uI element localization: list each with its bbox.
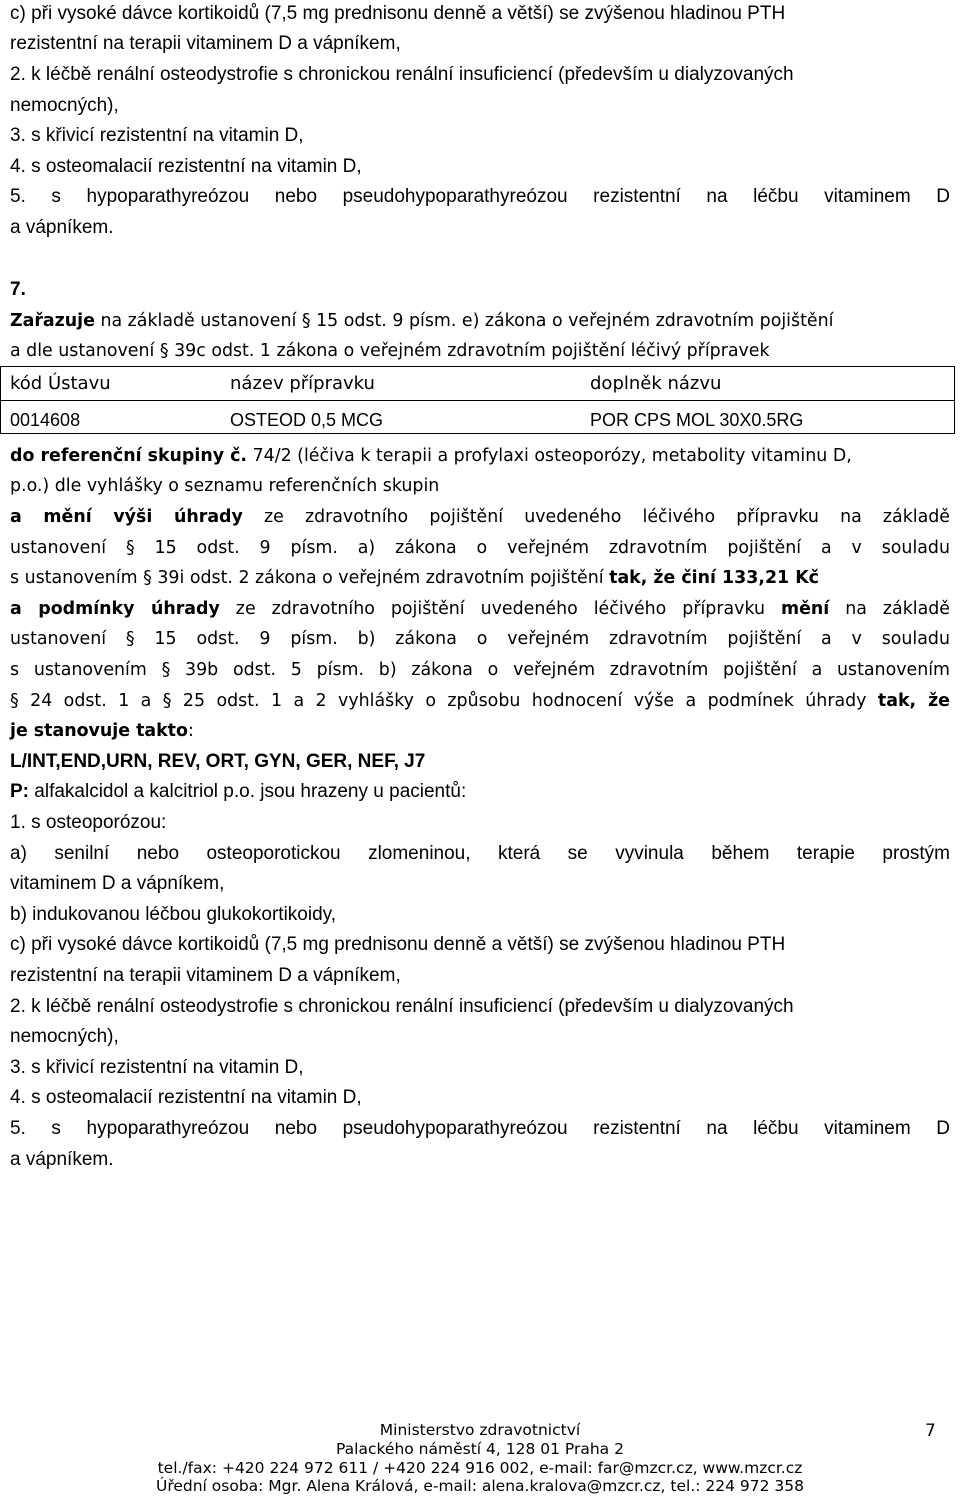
text-line: 3. s křivicí rezistentní na vitamin D,	[10, 1057, 304, 1078]
text-line: a) senilní nebo osteoporotickou zlomeninou, která se vyvinula během terapie prostým	[10, 843, 950, 864]
text-line: vitaminem D a vápníkem,	[10, 873, 225, 894]
text-line	[10, 719, 950, 743]
section-line	[10, 309, 950, 333]
text-line: 3. s křivicí rezistentní na vitamin D,	[10, 125, 304, 146]
text-line: nemocných),	[10, 1026, 119, 1047]
text: ze zdravotního pojištění uvedeného léčivého přípravku	[219, 599, 781, 619]
bold-text: mění	[781, 599, 830, 619]
text: 74/2 (léčiva k terapii a profylaxi osteoporózy, metabolity vitaminu D,	[247, 446, 852, 466]
indication-codes: L/INT,END,URN, REV, ORT, GYN, GER, NEF, J7	[10, 751, 426, 772]
footer-ministry: Ministerstvo zdravotnictví	[379, 1421, 581, 1439]
text-line: 2. k léčbě renální osteodystrofie s chronickou renální insuficiencí (především u dialyzovaných	[10, 996, 794, 1017]
bold-text: tak, že činí 133,21 Kč	[609, 568, 819, 588]
text-line: 5. s hypoparathyreózou nebo pseudohypoparathyreózou rezistentní na léčbu vitaminem D	[10, 1118, 950, 1139]
text-line	[10, 780, 950, 804]
table-divider	[1, 400, 954, 401]
text-line: 5. s hypoparathyreózou nebo pseudohypoparathyreózou rezistentní na léčbu vitaminem D	[10, 186, 950, 207]
text-line: 4. s osteomalacií rezistentní na vitamin D,	[10, 156, 362, 177]
footer-official: Úřední osoba: Mgr. Alena Králová, e-mail: alena.kralova@mzcr.cz, tel.: 224 972 358	[155, 1477, 805, 1495]
text: alfakalcidol a kalcitriol p.o. jsou hrazeny u pacientů:	[29, 781, 467, 802]
table-header-cell: kód Ústavu	[10, 373, 111, 394]
bold-text: tak, že	[877, 691, 950, 711]
footer-contact: tel./fax: +420 224 972 611 / +420 224 916 002, e-mail: far@mzcr.cz, www.mzcr.cz	[157, 1459, 803, 1477]
text: ze zdravotního pojištění uvedeného léčivého přípravku na základě	[242, 507, 950, 527]
table-cell: 0014608	[10, 410, 81, 430]
text-line: nemocných),	[10, 95, 119, 116]
table-header-cell: název přípravku	[230, 373, 375, 394]
text-line: c) při vysoké dávce kortikoidů (7,5 mg prednisonu denně a větší) se zvýšenou hladinou PTH	[10, 934, 786, 955]
text-line	[10, 505, 950, 529]
bold-text: je stanovuje takto	[10, 721, 188, 741]
bold-text: do referenční skupiny č.	[10, 446, 248, 466]
bold-text: a podmínky úhrady	[10, 599, 220, 619]
product-table	[0, 366, 955, 434]
bold-text: P:	[10, 781, 29, 802]
text-line: p.o.) dle vyhlášky o seznamu referenčních skupin	[10, 476, 440, 496]
text-line: c) při vysoké dávce kortikoidů (7,5 mg prednisonu denně a větší) se zvýšenou hladinou PTH	[10, 3, 786, 24]
page-number: 7	[925, 1421, 936, 1441]
section-line: a dle ustanovení § 39c odst. 1 zákona o veřejném zdravotním pojištění léčivý přípravek	[10, 341, 770, 361]
text-line: 4. s osteomalacií rezistentní na vitamin D,	[10, 1087, 362, 1108]
section-number: 7.	[10, 279, 26, 300]
text-line: ustanovení § 15 odst. 9 písm. a) zákona o veřejném zdravotním pojištění a v souladu	[10, 538, 950, 558]
text-line	[10, 444, 950, 468]
text: :	[187, 721, 194, 741]
text: na základě ustanovení § 15 odst. 9 písm. e) zákona o veřejném zdravotním pojištění	[94, 311, 834, 331]
text-line: rezistentní na terapii vitaminem D a vápníkem,	[10, 33, 401, 54]
text-line: s ustanovením § 39b odst. 5 písm. b) zákona o veřejném zdravotním pojištění a ustanovením	[10, 660, 950, 680]
table-header-cell: doplněk názvu	[590, 373, 722, 394]
bold-text: Zařazuje	[10, 311, 95, 331]
text-line: b) indukovanou léčbou glukokortikoidy,	[10, 904, 337, 925]
text-line: a vápníkem.	[10, 217, 114, 238]
text-line	[10, 566, 950, 590]
text-line: 1. s osteoporózou:	[10, 812, 167, 833]
table-cell: POR CPS MOL 30X0.5RG	[590, 410, 804, 430]
text: s ustanovením § 39i odst. 2 zákona o veřejném zdravotním pojištění	[10, 568, 610, 588]
text-line: 2. k léčbě renální osteodystrofie s chronickou renální insuficiencí (především u dialyzovaných	[10, 64, 794, 85]
table-cell: OSTEOD 0,5 MCG	[230, 410, 384, 430]
text: na základě	[829, 599, 950, 619]
text: § 24 odst. 1 a § 25 odst. 1 a 2 vyhlášky o způsobu hodnocení výše a podmínek úhrady	[10, 691, 878, 711]
bold-text: a mění výši úhrady	[10, 507, 243, 527]
footer-address: Palackého náměstí 4, 128 01 Praha 2	[336, 1440, 624, 1458]
text-line: ustanovení § 15 odst. 9 písm. b) zákona o veřejném zdravotním pojištění a v souladu	[10, 629, 950, 649]
text-line: rezistentní na terapii vitaminem D a vápníkem,	[10, 965, 401, 986]
text-line	[10, 597, 950, 621]
text-line: a vápníkem.	[10, 1149, 114, 1170]
text-line	[10, 689, 950, 713]
